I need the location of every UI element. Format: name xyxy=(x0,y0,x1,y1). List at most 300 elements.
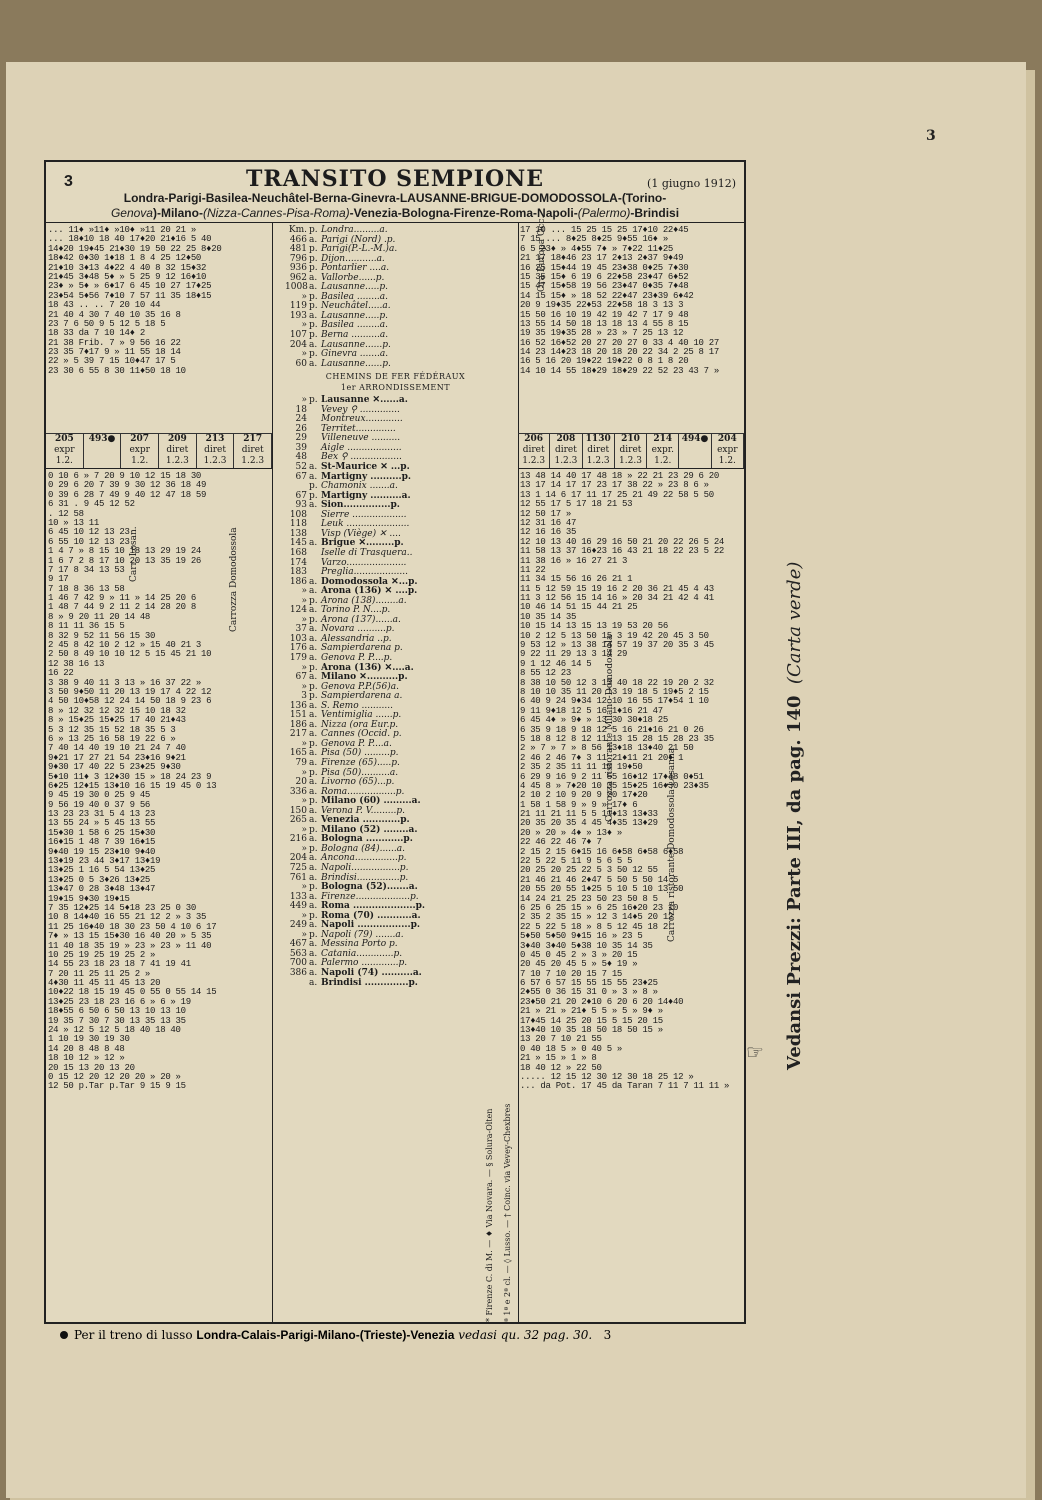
station-km: » xyxy=(301,929,307,940)
station-pa: a. xyxy=(309,605,318,616)
station-mk xyxy=(273,711,285,721)
times-row: 6 29 9 16 9 2 11 55 16♦12 17♦48 0♦51 xyxy=(520,771,704,782)
station-pa: a. xyxy=(309,339,318,350)
train-cls: 1.2.3 xyxy=(619,456,642,466)
times-row: 1 48 7 44 9 2 11 2 14 28 20 8 xyxy=(48,602,196,613)
times-row: 7 10 7 10 20 15 7 15 xyxy=(520,968,623,979)
train-num: 1130 xyxy=(585,434,611,444)
times-row: 8 11 11 36 15 5 xyxy=(48,621,125,632)
times-row: 23 7 6 50 9 5 12 5 18 5 xyxy=(48,318,166,329)
times-row: 14 10 14 55 18♦29 18♦29 22 52 23 43 7 » xyxy=(520,365,719,376)
station-nm: Arona (136) ✕ ....p. xyxy=(321,586,418,597)
times-row: 7 18 8 36 13 58 xyxy=(48,583,125,594)
station-nm: Parigi(P.-L.-M.)a. xyxy=(321,244,398,255)
station-pa: p. xyxy=(309,244,318,255)
station-nm: Messina Porto p. xyxy=(321,939,398,950)
station-nm: Pisa (50)..........a. xyxy=(321,767,399,778)
times-row: 20 35 20 35 4 45 4♦35 13♦29 xyxy=(520,818,658,829)
bullet-icon xyxy=(60,1331,68,1339)
train-header xyxy=(159,434,197,468)
station-mk xyxy=(273,788,285,798)
times-row: 7 40 14 40 19 10 21 24 7 40 xyxy=(48,743,186,754)
station-pa: a. xyxy=(309,757,318,768)
station-nm: Sierre ................... xyxy=(321,509,407,520)
stations-main xyxy=(273,396,518,988)
vertical-label-left-1: Carr. Losan. xyxy=(129,526,139,582)
station-mk xyxy=(273,283,285,293)
station-nm: Parigi (Nord) .p. xyxy=(321,234,396,245)
times-row: 20 25 20 25 22 5 3 50 12 55 xyxy=(520,865,658,876)
train-kind: expr xyxy=(54,445,75,455)
station-km: 124 xyxy=(289,605,307,616)
station-km: 37 xyxy=(295,624,307,635)
station-pa: a. xyxy=(309,272,318,283)
times-row: 6 55 10 12 13 23 xyxy=(48,536,130,547)
times-row: 2 10 2 10 9 20 9 20 17♦20 xyxy=(520,790,648,801)
times-row: 21 17 18♦46 23 17 2♦13 2♦37 9♦49 xyxy=(520,253,684,264)
times-row: 20 55 20 55 1♦25 5 10 5 10 13 50 xyxy=(520,884,684,895)
station-nm: Livorno (65)...p. xyxy=(321,777,395,788)
station-km: » xyxy=(301,910,307,921)
station-nm: Alessandria ..p. xyxy=(321,633,392,644)
station-nm: Napoli (79) .......a. xyxy=(321,929,404,940)
station-km: 183 xyxy=(289,567,307,578)
header-number: 3 xyxy=(64,173,73,190)
station-km: 67 xyxy=(295,672,307,683)
station-km: 24 xyxy=(295,414,307,425)
station-mk xyxy=(273,864,285,874)
times-row: 20 » 20 » 4♦ » 13♦ » xyxy=(520,827,623,838)
station-nm: Berna ..........a. xyxy=(321,330,389,341)
station-mk xyxy=(273,321,285,331)
times-row: 7 15 ... 8♦25 8♦25 9♦55 16♦ » xyxy=(520,234,668,245)
times-row: 13 20 7 10 21 55 xyxy=(520,1034,602,1045)
station-mk xyxy=(273,721,285,731)
times-row: ... 18♦10 18 40 17♦20 21♦16 5 40 xyxy=(48,234,212,245)
times-row: 13♦47 0 28 3♦48 13♦47 xyxy=(48,884,156,895)
station-nm: Sion...............p. xyxy=(321,500,400,511)
station-km: » xyxy=(301,320,307,331)
station-nm: Varzo..................... xyxy=(321,557,407,568)
station-km: 39 xyxy=(295,442,307,453)
station-km: 1008 xyxy=(285,282,308,293)
station-km: 481 xyxy=(289,244,307,255)
station-nm: Sampierdarena p. xyxy=(321,643,403,654)
times-row: 8 » 12 32 12 32 15 10 18 32 xyxy=(48,705,186,716)
station-row xyxy=(273,979,518,989)
station-nm: Milano (60) .........a. xyxy=(321,796,421,807)
station-mk xyxy=(273,883,285,893)
station-mk xyxy=(273,341,285,351)
station-km: 796 xyxy=(289,253,307,264)
times-row: 21 11 21 11 5 5 11♦13 13♦33 xyxy=(520,809,658,820)
times-row: 7 35 12♦25 14 5♦18 23 25 0 30 xyxy=(48,902,196,913)
station-mk xyxy=(273,854,285,864)
station-km: » xyxy=(301,882,307,893)
station-nm: Milano (52) ........a. xyxy=(321,824,418,835)
station-pa: p. xyxy=(309,349,318,360)
times-row: 1 46 7 42 9 » 11 » 14 25 20 6 xyxy=(48,593,196,604)
station-pa: a. xyxy=(309,462,318,473)
station-nm: Pisa (50) .........p. xyxy=(321,748,399,759)
vertical-label-left-2: Carrozza Domodossola xyxy=(229,527,239,632)
times-row: 19 35 7 30 7 30 13 35 13 35 xyxy=(48,1015,186,1026)
times-row: 6 40 9 24 9♦34 12 10 16 55 17♦54 1 10 xyxy=(520,696,709,707)
station-pa: a. xyxy=(309,939,318,950)
station-pa xyxy=(309,434,321,444)
station-mk xyxy=(273,644,285,654)
station-nm: Basilea ........a. xyxy=(321,291,389,302)
station-km: 138 xyxy=(289,528,307,539)
station-km: 174 xyxy=(289,557,307,568)
train-kind: diret xyxy=(241,445,264,455)
station-nm: Dijon...........a. xyxy=(321,253,385,264)
station-pa: a. xyxy=(309,958,318,969)
station-mk xyxy=(273,816,285,826)
station-nm: Lausanne......p. xyxy=(321,339,391,350)
train-num: 217 xyxy=(243,434,263,444)
station-nm: St-Maurice ✕ ...p. xyxy=(321,462,410,473)
station-mk xyxy=(273,912,285,922)
vertical-label-right-5: ª 1ª e 2ª cl. — ◊ Lusso. — † Coinc. via Vevey-Chexbres xyxy=(503,1103,512,1322)
times-row: 9♦40 19 15 23♦10 9♦40 xyxy=(48,846,156,857)
station-pa: p. xyxy=(309,796,318,807)
station-km: 563 xyxy=(289,948,307,959)
train-header xyxy=(679,434,711,468)
station-pa: p. xyxy=(309,481,318,492)
station-nm: Iselle di Trasquera.. xyxy=(321,547,413,558)
station-km: » xyxy=(301,681,307,692)
station-mk xyxy=(273,406,285,416)
times-row: 6 31 . 9 45 12 52 xyxy=(48,499,135,510)
station-nm: Palermo .............p. xyxy=(321,958,408,969)
station-mk xyxy=(273,969,285,979)
times-row: 0 15 12 20 12 20 20 » 20 » xyxy=(48,1072,181,1082)
station-km: 216 xyxy=(289,834,307,845)
station-km: » xyxy=(301,395,307,406)
station-mk xyxy=(273,312,285,322)
station-nm: Roma.................p. xyxy=(321,786,405,797)
station-mk xyxy=(273,625,285,635)
times-row: 21 » 15 » 1 » 8 xyxy=(520,1053,597,1064)
station-pa: p. xyxy=(309,263,318,274)
station-pa: a. xyxy=(309,815,318,826)
times-row: 9 45 19 30 0 25 9 45 xyxy=(48,790,151,801)
station-mk xyxy=(273,434,285,444)
station-mk xyxy=(273,425,285,435)
station-nm: Bologna (52).......a. xyxy=(321,882,418,893)
times-row: 13 23 23 31 5 4 13 23 xyxy=(48,809,156,820)
times-row: 13♦25 1 16 5 54 13♦25 xyxy=(48,865,156,876)
times-row: 12 16 16 35 xyxy=(520,527,577,538)
station-nm: Preglia................... xyxy=(321,567,408,578)
station-pa: a. xyxy=(309,977,318,988)
station-pa: a. xyxy=(309,872,318,883)
station-km: 136 xyxy=(289,700,307,711)
times-row: 6 45 4♦ » 9♦ » 13 30 30♦18 25 xyxy=(520,715,668,726)
vertical-label-right-4: * Firenze C. di M. — ♦ Via Novara. — § Solura-Olten xyxy=(485,1108,494,1322)
corner-page-number: 3 xyxy=(926,128,936,144)
station-nm: Brindisi...............p. xyxy=(321,872,409,883)
times-row: 10 8 14♦40 16 55 21 12 2 » 3 35 xyxy=(48,912,207,923)
times-row: 12 50 p.Tar p.Tar 9 15 9 15 xyxy=(48,1081,186,1092)
station-pa: p. xyxy=(309,225,318,235)
station-pa: p. xyxy=(309,691,318,702)
train-num: 213 xyxy=(205,434,225,444)
times-row: 21♦45 3♦48 5♦ » 5 25 9 12 16♦10 xyxy=(48,271,207,282)
times-row: 6 5 23♦ » 4♦55 7♦ » 7♦22 11♦25 xyxy=(520,243,674,254)
station-pa: p. xyxy=(309,595,318,606)
station-nm: Milano ✕..........p. xyxy=(321,672,408,683)
times-row: 20 9 19♦35 22♦53 22♦58 18 3 13 3 xyxy=(520,300,684,311)
times-row: 12 50 17 » xyxy=(520,508,572,519)
station-pa: p. xyxy=(309,291,318,302)
station-mk xyxy=(273,453,285,463)
station-pa: a. xyxy=(309,834,318,845)
station-pa: p. xyxy=(309,910,318,921)
station-nm: Brindisi ..............p. xyxy=(321,977,418,988)
station-km: 133 xyxy=(289,891,307,902)
station-mk xyxy=(273,520,285,530)
timetable-sheet xyxy=(44,160,746,1324)
pointing-hand-icon: ☞ xyxy=(746,1040,764,1064)
times-row: 23♦50 21 20 2♦10 6 20 6 20 14♦40 xyxy=(520,996,684,1007)
station-column xyxy=(272,222,519,1322)
times-row: 10 2 12 5 13 50 15 3 19 42 20 45 3 50 xyxy=(520,630,709,641)
station-nm: Bologna (84)......a. xyxy=(321,843,405,854)
station-km: 60 xyxy=(295,358,307,369)
times-row: 10 » 13 11 xyxy=(48,517,100,528)
station-km: 725 xyxy=(289,863,307,873)
station-mk xyxy=(273,463,285,473)
station-pa: a. xyxy=(309,729,318,740)
times-row: 10 15 14 13 15 13 19 53 20 56 xyxy=(520,621,668,632)
station-mk xyxy=(273,302,285,312)
times-row: 18 43 .. .. 7 20 10 44 xyxy=(48,300,161,311)
left-top-times xyxy=(48,226,270,434)
times-row: 7 20 11 25 11 25 2 » xyxy=(48,968,151,979)
times-row: 11 22 xyxy=(520,564,546,575)
times-row: 13♦40 10 35 18 50 18 50 15 » xyxy=(520,1025,663,1036)
vertical-label-right-1: Carrozza ristorante Milano-Domodossola xyxy=(605,634,615,822)
times-row: 11 34 15 56 16 26 21 1 xyxy=(520,574,633,585)
times-row: 9 22 11 29 13 3 14 29 xyxy=(520,649,628,660)
station-mk xyxy=(273,893,285,903)
station-mk xyxy=(273,807,285,817)
station-km: 29 xyxy=(295,433,307,444)
station-pa: a. xyxy=(309,282,318,293)
train-header xyxy=(712,434,744,468)
station-km: 103 xyxy=(289,633,307,644)
times-row: 6 35 9 18 9 18 12 5 16 21♦16 21 0 26 xyxy=(520,724,704,735)
station-km: 962 xyxy=(289,272,307,283)
station-pa: p. xyxy=(309,301,318,312)
station-mk xyxy=(273,730,285,740)
station-km: 386 xyxy=(289,968,307,979)
times-row: 9 11 9♦18 12 5 16 1♦16 21 47 xyxy=(520,705,663,716)
station-mk xyxy=(273,396,285,406)
train-header xyxy=(518,434,550,468)
times-row: 6♦25 12♦15 13♦10 16 15 19 45 0 13 xyxy=(48,780,217,791)
times-row: 12 55 17 5 17 18 21 53 xyxy=(520,499,633,510)
station-mk xyxy=(273,444,285,454)
times-row: 1 10 19 30 19 30 xyxy=(48,1034,130,1045)
times-row: 17♦45 14 25 20 15 5 15 20 15 xyxy=(520,1015,663,1026)
times-row: 13 17 14 17 17 23 17 38 22 » 23 8 6 » xyxy=(520,480,709,491)
times-row: 5♦10 11♦ 3 12♦30 15 » 18 24 23 9 xyxy=(48,771,212,782)
station-mk xyxy=(273,274,285,284)
train-header xyxy=(550,434,582,468)
station-pa xyxy=(309,425,321,435)
station-nm: Arona (136) ✕....a. xyxy=(321,662,414,673)
times-row: 16 22 xyxy=(48,668,74,679)
station-km: 145 xyxy=(289,538,307,549)
times-row: 10♦22 18 15 19 45 0 55 0 55 14 15 xyxy=(48,987,217,998)
times-row: 16♦15 1 48 7 39 16♦15 xyxy=(48,837,156,848)
station-nm: Ginevra .......a. xyxy=(321,349,389,360)
station-km: 336 xyxy=(289,786,307,797)
train-num: 208 xyxy=(556,434,576,444)
station-km: 204 xyxy=(289,339,307,350)
station-nm: Pontarlier ....a. xyxy=(321,263,390,274)
times-row: 16 52 16♦52 20 27 20 27 0 33 4 40 10 27 xyxy=(520,337,719,348)
times-row: 5♦50 5♦50 9♦15 16 » 23 5 xyxy=(520,931,643,942)
times-row: 15 50 16 10 19 42 19 42 7 17 9 48 xyxy=(520,309,689,320)
times-row: 15♦30 1 58 6 25 15♦30 xyxy=(48,827,156,838)
times-row: 15 35 15♦ 6 19 6 22♦58 23♦47 6♦52 xyxy=(520,271,689,282)
route-line-1: Londra-Parigi-Basilea-Neuchâtel-Berna-Ginevra-LAUSANNE-BRIGUE-DOMODOSSOLA-(Torino- xyxy=(123,191,667,205)
station-mk xyxy=(273,511,285,521)
train-cls: 1.2.3 xyxy=(241,456,265,466)
railway-company: CHEMINS DE FER FÉDÉRAUX 1er ARRONDISSEMENT xyxy=(325,372,466,393)
station-mk xyxy=(273,940,285,950)
times-row: ... 11♦ »11♦ »10♦ »11 20 21 » xyxy=(48,226,196,235)
times-row: 8 55 12 23 xyxy=(520,668,572,679)
times-row: 0 10 6 » 7 20 9 10 12 15 18 30 xyxy=(48,472,202,481)
vertical-label-right-3: Ora Europa Occ. xyxy=(537,215,547,292)
times-row: 20 45 20 45 5 » 5♦ 19 » xyxy=(520,959,638,970)
times-row: 3 50 9♦50 11 20 13 19 17 4 22 12 xyxy=(48,686,212,697)
times-row: 1 4 7 » 8 15 10 18 13 29 19 24 xyxy=(48,546,202,557)
divider xyxy=(518,433,744,434)
station-pa: p. xyxy=(309,767,318,778)
station-km: 449 xyxy=(289,901,307,912)
station-pa: a. xyxy=(309,719,318,730)
station-nm: Torino P. N....p. xyxy=(321,605,391,616)
station-km: » xyxy=(301,349,307,360)
times-row: 8 » 9 20 11 20 14 48 xyxy=(48,611,151,622)
train-num: 494● xyxy=(681,434,709,444)
times-row: 9 17 xyxy=(48,574,69,585)
station-mk xyxy=(273,568,285,578)
times-row: 14 24 21 25 23 50 23 50 8 5 xyxy=(520,893,658,904)
station-mk xyxy=(273,331,285,341)
times-row: 10 46 14 51 15 44 21 25 xyxy=(520,602,638,613)
station-pa: p. xyxy=(309,882,318,893)
station-mk xyxy=(273,874,285,884)
times-row: 2 45 8 42 10 2 12 » 15 40 21 3 xyxy=(48,640,202,651)
times-row: 9 53 12 » 13 38 14 57 19 37 20 35 3 45 xyxy=(520,640,714,651)
station-nm: Martigny ..........a. xyxy=(321,490,411,501)
times-row: 11 38 16 » 16 27 21 3 xyxy=(520,555,628,566)
times-row: 0 45 0 45 2 » 3 » 20 15 xyxy=(520,949,638,960)
times-row: 14 55 23 18 23 18 7 41 19 41 xyxy=(48,959,191,970)
station-nm: Genova P.P.(56)a. xyxy=(321,681,399,692)
station-km: 119 xyxy=(289,301,307,312)
station-km: » xyxy=(301,586,307,597)
station-pa: a. xyxy=(309,586,318,597)
station-mk xyxy=(273,835,285,845)
station-mk xyxy=(273,664,285,674)
station-pa: p. xyxy=(309,738,318,749)
station-km: 20 xyxy=(295,777,307,788)
times-row: . 12 58 xyxy=(48,508,84,519)
station-km: » xyxy=(301,614,307,625)
train-num: 493● xyxy=(88,434,116,444)
station-mk xyxy=(273,264,285,274)
times-row: 2 35 2 35 15 » 12 3 14♦5 20 12 xyxy=(520,912,674,923)
times-row: 2♦55 0 36 15 31 0 » 3 » 8 » xyxy=(520,987,658,998)
times-row: 21 38 Frib. 7 » 9 56 16 22 xyxy=(48,337,181,348)
times-row: 13 55 14 50 18 13 18 13 4 55 8 15 xyxy=(520,318,689,329)
times-row: 16 25 15♦44 19 45 23♦38 0♦25 7♦30 xyxy=(520,262,689,273)
station-km: 467 xyxy=(289,939,307,950)
station-km: » xyxy=(301,824,307,835)
times-row: 3 38 9 40 11 3 13 » 16 37 22 » xyxy=(48,677,202,688)
times-row: 1 58 1 58 9 » 9 » 17♦ 6 xyxy=(520,799,638,810)
station-nm: Roma (70) ...........a. xyxy=(321,910,421,921)
station-km: 176 xyxy=(289,643,307,654)
station-mk xyxy=(273,549,285,559)
times-row: 6 45 10 12 13 23 xyxy=(48,527,130,538)
station-nm: Verona P. V.........p. xyxy=(321,805,405,816)
station-mk xyxy=(273,673,285,683)
train-cls: 1.2.3 xyxy=(165,456,189,466)
times-row: 23♦ » 5♦ » 6♦17 6 45 10 27 17♦25 xyxy=(48,281,212,292)
times-row: 7 17 8 34 13 53 xyxy=(48,564,125,575)
station-nm: Firenze (65).....p. xyxy=(321,757,400,768)
station-pa xyxy=(309,415,321,425)
station-nm: Ancona...............p. xyxy=(321,853,407,864)
station-mk xyxy=(273,597,285,607)
station-mk xyxy=(273,530,285,540)
station-km: 118 xyxy=(289,519,307,530)
station-nm: Cannes (Occid. p. xyxy=(321,729,402,740)
station-nm: Roma ....................p. xyxy=(321,901,426,912)
station-mk xyxy=(273,778,285,788)
times-row: 7♦ » 13 15 15♦30 16 40 20 » 5 35 xyxy=(48,931,212,942)
station-km: 249 xyxy=(289,920,307,931)
times-row: 6 25 6 25 15 » 6 25 16♦20 23 10 xyxy=(520,902,679,913)
station-km: 204 xyxy=(289,853,307,864)
station-mk xyxy=(273,959,285,969)
station-mk xyxy=(273,350,285,360)
train-num: 206 xyxy=(524,434,544,444)
station-pa: p. xyxy=(309,490,318,501)
station-mk xyxy=(273,921,285,931)
station-nm: Genova P. P....p. xyxy=(321,652,393,663)
station-nm: S. Remo ........... xyxy=(321,700,393,711)
times-row: 4 45 8 » 7♦20 10 35 15♦25 16♦30 23♦35 xyxy=(520,780,709,791)
times-row: 11 25 16♦40 18 30 23 50 4 10 6 17 xyxy=(48,921,217,932)
station-pa: a. xyxy=(309,968,318,979)
train-header xyxy=(84,434,122,468)
station-nm: Montreux............. xyxy=(321,414,403,425)
station-km: 700 xyxy=(289,958,307,969)
station-mk xyxy=(273,740,285,750)
station-pa: a. xyxy=(309,538,318,549)
train-num: 204 xyxy=(717,434,737,444)
